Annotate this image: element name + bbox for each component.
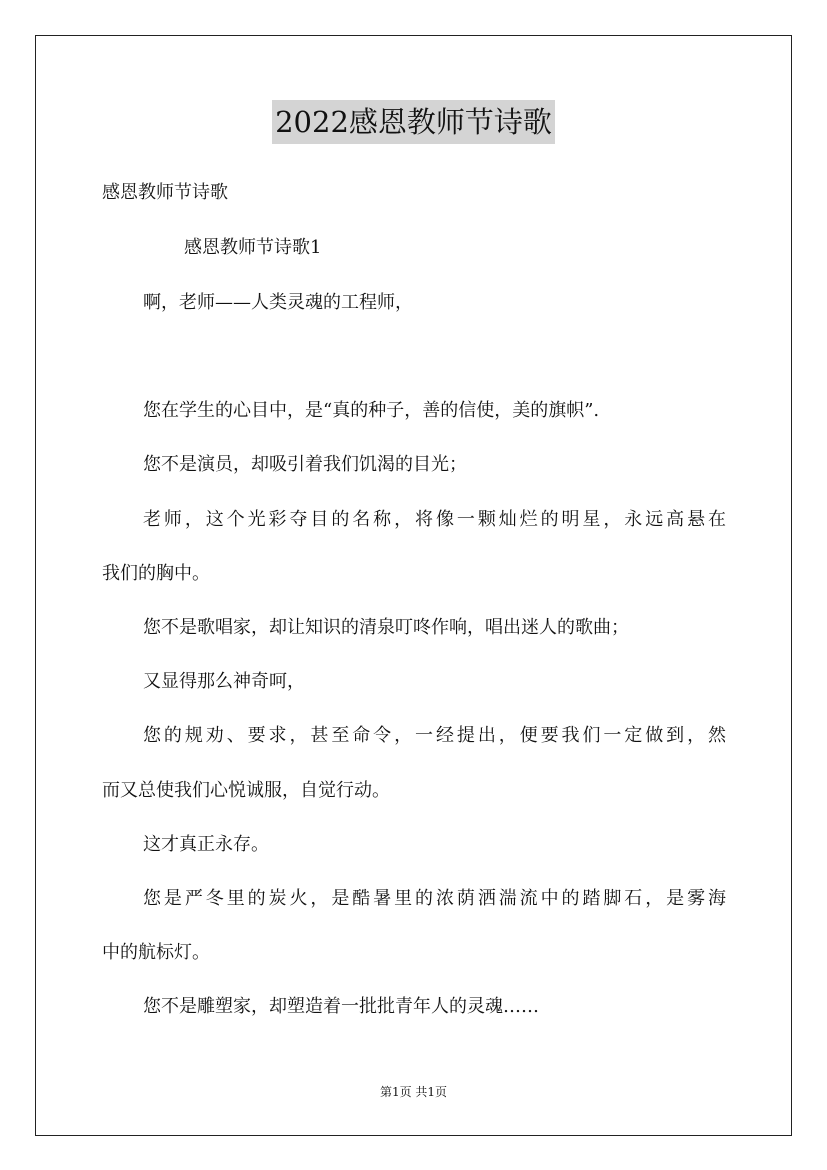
poem-line: 您不是雕塑家，却塑造着一批批青年人的灵魂……: [143, 996, 539, 1017]
poem-line: 您在学生的心目中，是“真的种子，善的信使，美的旗帜”.: [143, 400, 600, 421]
poem-line-continued: 我们的胸中。: [102, 563, 210, 584]
poem-line: 您不是歌唱家，却让知识的清泉叮咚作响，唱出迷人的歌曲；: [143, 617, 629, 638]
poem-line: 这才真正永存。: [143, 834, 269, 855]
title-container: [0, 100, 827, 144]
poem-line: 老师，这个光彩夺目的名称，将像一颗灿烂的明星，永远高悬在: [143, 509, 726, 530]
poem-line-continued: 中的航标灯。: [102, 942, 210, 963]
poem-line: 您的规劝、要求，甚至命令，一经提出，便要我们一定做到，然: [143, 725, 726, 746]
subtitle: 感恩教师节诗歌: [102, 182, 228, 203]
poem-line: 您不是演员，却吸引着我们饥渴的目光；: [143, 454, 467, 475]
poem-line-continued: 而又总使我们心悦诚服，自觉行动。: [102, 780, 390, 801]
page-footer: 第1页 共1页: [379, 1085, 448, 1099]
document-title: 2022感恩教师节诗歌: [272, 100, 555, 144]
poem-line: 您是严冬里的炭火，是酷暑里的浓荫洒湍流中的踏脚石，是雾海: [143, 888, 726, 909]
poem-line: 又显得那么神奇呵，: [143, 671, 305, 692]
section-heading: 感恩教师节诗歌1: [184, 237, 322, 258]
poem-line: 啊，老师——人类灵魂的工程师，: [143, 292, 413, 313]
